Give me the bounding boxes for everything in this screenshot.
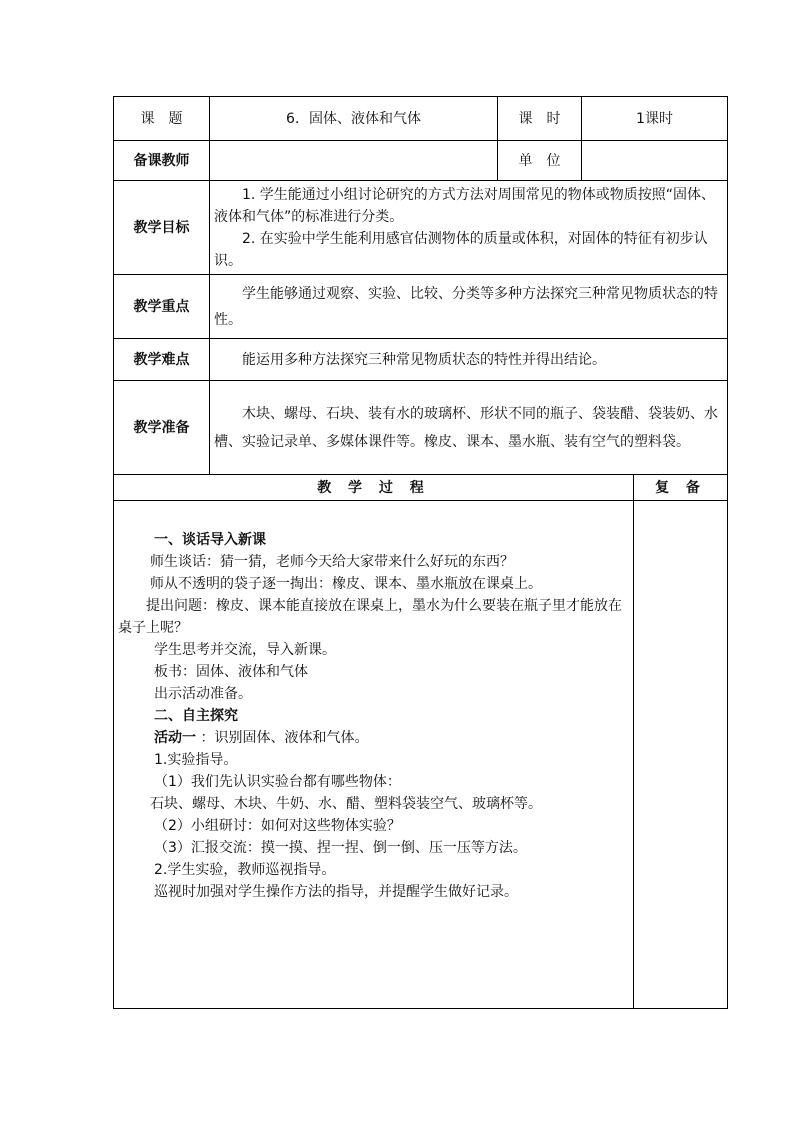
process-line: 师从不透明的袋子逐一掏出：橡皮、课本、墨水瓶放在课桌上。	[150, 576, 542, 592]
hours-label: 课 时	[498, 97, 582, 141]
goals-label: 教学目标	[114, 181, 210, 275]
preparation-label: 教学准备	[114, 381, 210, 475]
review-header: 复 备	[634, 475, 728, 501]
key-points-content	[210, 275, 728, 339]
topic-row	[114, 97, 728, 141]
goal-item-1: 1. 学生能通过小组讨论研究的方式方法对周围常见的物体或物质按照“固体、液体和气体”的标准进行分类。	[214, 186, 716, 225]
process-body-row	[114, 501, 728, 1009]
teacher-label: 备课教师	[114, 141, 210, 181]
activity-one-label: 活动一	[154, 730, 196, 746]
topic-value: 6．固体、液体和气体	[210, 97, 498, 141]
process-line: （1）我们先认识实验台都有哪些物体：	[154, 774, 401, 790]
difficulties-label: 教学难点	[114, 339, 210, 381]
process-line: 提出问题：橡皮、课本能直接放在课桌上，墨水为什么要装在瓶子里才能放在桌子上呢？	[118, 598, 622, 636]
key-points-label: 教学重点	[114, 275, 210, 339]
process-line: 板书：固体、液体和气体	[154, 664, 308, 680]
key-points-text: 学生能够通过观察、实验、比较、分类等多种方法探究三种常见物质状态的特性。	[214, 285, 718, 328]
process-line: 学生思考并交流，导入新课。	[154, 642, 336, 658]
process-line: 1.实验指导。	[154, 752, 238, 768]
teacher-value	[210, 141, 498, 181]
lesson-plan-table	[113, 96, 728, 1009]
preparation-text: 木块、螺母、石块、装有水的玻璃杯、形状不同的瓶子、袋装醋、袋装奶、水槽、实验记录单、多媒体课件等。橡皮、课本、墨水瓶、装有空气的塑料袋。	[214, 405, 718, 450]
process-line: 师生谈话：猜一猜，老师今天给大家带来什么好玩的东西？	[150, 554, 514, 570]
teacher-row	[114, 141, 728, 181]
process-header-row	[114, 475, 728, 501]
unit-label: 单 位	[498, 141, 582, 181]
goals-row	[114, 181, 728, 275]
process-line: （2）小组研讨：如何对这些物体实验？	[154, 818, 401, 834]
activity-one-rest: ：识别固体、液体和气体。	[196, 730, 369, 746]
goals-content	[210, 181, 728, 275]
review-column	[634, 501, 728, 1009]
process-header: 教 学 过 程	[114, 475, 634, 501]
process-line: 出示活动准备。	[154, 686, 252, 702]
hours-value: 1课时	[582, 97, 728, 141]
process-line: 2.学生实验，教师巡视指导。	[154, 862, 336, 878]
process-line: 巡视时加强对学生操作方法的指导，并提醒学生做好记录。	[154, 884, 518, 900]
preparation-content	[210, 381, 728, 475]
difficulties-content	[210, 339, 728, 381]
topic-label: 课 题	[114, 97, 210, 141]
activity-one-line	[118, 727, 629, 749]
unit-value	[582, 141, 728, 181]
section-heading-explore: 二、自主探究	[154, 708, 238, 724]
key-points-row	[114, 275, 728, 339]
process-line: （3）汇报交流：摸一摸、捏一捏、倒一倒、压一压等方法。	[154, 840, 527, 856]
preparation-row	[114, 381, 728, 475]
section-heading-intro: 一、谈话导入新课	[154, 532, 266, 548]
goal-item-2: 2. 在实验中学生能利用感官估测物体的质量或体积，对固体的特征有初步认识。	[214, 230, 708, 269]
process-line: 石块、螺母、木块、牛奶、水、醋、塑料袋装空气、玻璃杯等。	[150, 796, 542, 812]
process-content	[114, 501, 634, 1009]
difficulties-text: 能运用多种方法探究三种常见物质状态的特性并得出结论。	[242, 351, 606, 368]
difficulties-row	[114, 339, 728, 381]
